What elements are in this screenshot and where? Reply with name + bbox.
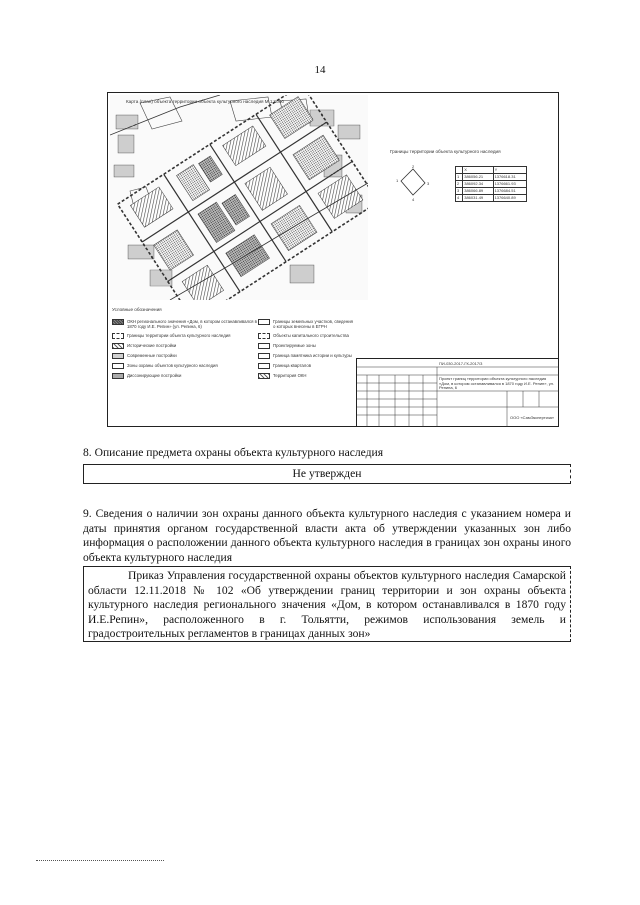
legend-swatch (258, 319, 270, 325)
legend-item: Границы территории объекта культурного наследия (112, 333, 262, 339)
section-9-box (83, 566, 571, 642)
legend-item: Объекты капитального строительства (258, 333, 353, 339)
map-plan-image (110, 95, 368, 300)
legend-item: Границы земельных участков, сведения о которых внесены в ЕГРН (258, 319, 353, 329)
scheme-label: 3 (427, 181, 430, 186)
legend-item: Проектируемые зоны (258, 343, 353, 349)
table-row: 4 386031.49 1376640.89 (456, 195, 527, 202)
legend-left (112, 319, 262, 383)
legend-item: Зоны охраны объектов культурного наследия (112, 363, 262, 369)
legend-swatch (112, 319, 124, 325)
scheme-label: 1 (396, 178, 399, 183)
legend-right (258, 319, 353, 383)
scheme-label: 2 (412, 164, 415, 169)
map-caption: Карта (план) объекта территории объекта культурного наследия М 1:1000 (126, 99, 284, 104)
legend-swatch (258, 333, 270, 339)
section-8-value: Не утвержден (292, 467, 362, 480)
table-row: 1 386056.21 1376618.31 (456, 174, 527, 181)
legend-item: Граница кварталов (258, 363, 353, 369)
legend-item: Диссонирующие постройки (112, 373, 262, 379)
title-block-organization: ООО «СамЭкспертиза» (510, 415, 555, 420)
legend-heading: Условные обозначения (112, 307, 162, 312)
legend-item: Современные постройки (112, 353, 262, 359)
section-8-box (83, 464, 571, 484)
legend-item: Территория ОКН (258, 373, 353, 379)
legend-item: Исторические постройки (112, 343, 262, 349)
title-block-code: ПИ-030-2017-ГК-2017/3 (439, 361, 483, 366)
legend-swatch (112, 363, 124, 369)
legend-swatch (112, 333, 124, 339)
table-row: 3 386066.89 1376684.51 (456, 188, 527, 195)
coords-title: Границы территории объекта культурного наследия (390, 149, 501, 154)
page-number: 14 (314, 64, 326, 76)
legend-item: Граница памятника истории и культуры (258, 353, 353, 359)
map-sheet (107, 92, 559, 427)
legend-swatch (112, 343, 124, 349)
title-block (356, 358, 559, 427)
legend-swatch (258, 353, 270, 359)
legend-swatch (258, 363, 270, 369)
legend-swatch (258, 373, 270, 379)
scheme-label: 4 (412, 197, 415, 202)
boundary-scheme (393, 163, 433, 203)
section-9-value: Приказ Управления государственной охраны объектов культурного наследия Самарской области 12.11.2018 № 102 «Об утверждении границ территории и зон охраны объекта культурного наследия регионального значения «Дом, в котором останавливался в 1870 году И.Е.Репин», расположенного в г. Тольятти, режимов использования земель и градостроительных регламентов в границах данных зон» (88, 569, 566, 640)
legend-swatch (112, 353, 124, 359)
section-9-heading: 9. Сведения о наличии зон охраны данного объекта культурного наследия с указанием номера и даты принятия органом государственной власти акта об утверждении указанных зон либо информация о расположении данного объекта культурного наследия в границах зон охраны иного объекта культурного наследия (83, 507, 571, 564)
legend-swatch (112, 373, 124, 379)
title-block-description: Проект границ территории объекта культурного наследия «Дом, в котором останавливался в 1870 году И.Е. Репин», ул. Репина, 6 (439, 376, 555, 391)
table-row: X Y (456, 167, 527, 174)
section-8-heading: 8. Описание предмета охраны объекта культурного наследия (83, 446, 384, 459)
footer-divider (36, 860, 164, 861)
table-row: 2 386092.34 1376661.93 (456, 181, 527, 188)
coordinates-table (455, 166, 527, 202)
legend-swatch (258, 343, 270, 349)
legend-item: ОКН регионального значения «Дом, в котором останавливался в 1870 году И.Е. Репин» (ул. Репина, 6) (112, 319, 262, 329)
